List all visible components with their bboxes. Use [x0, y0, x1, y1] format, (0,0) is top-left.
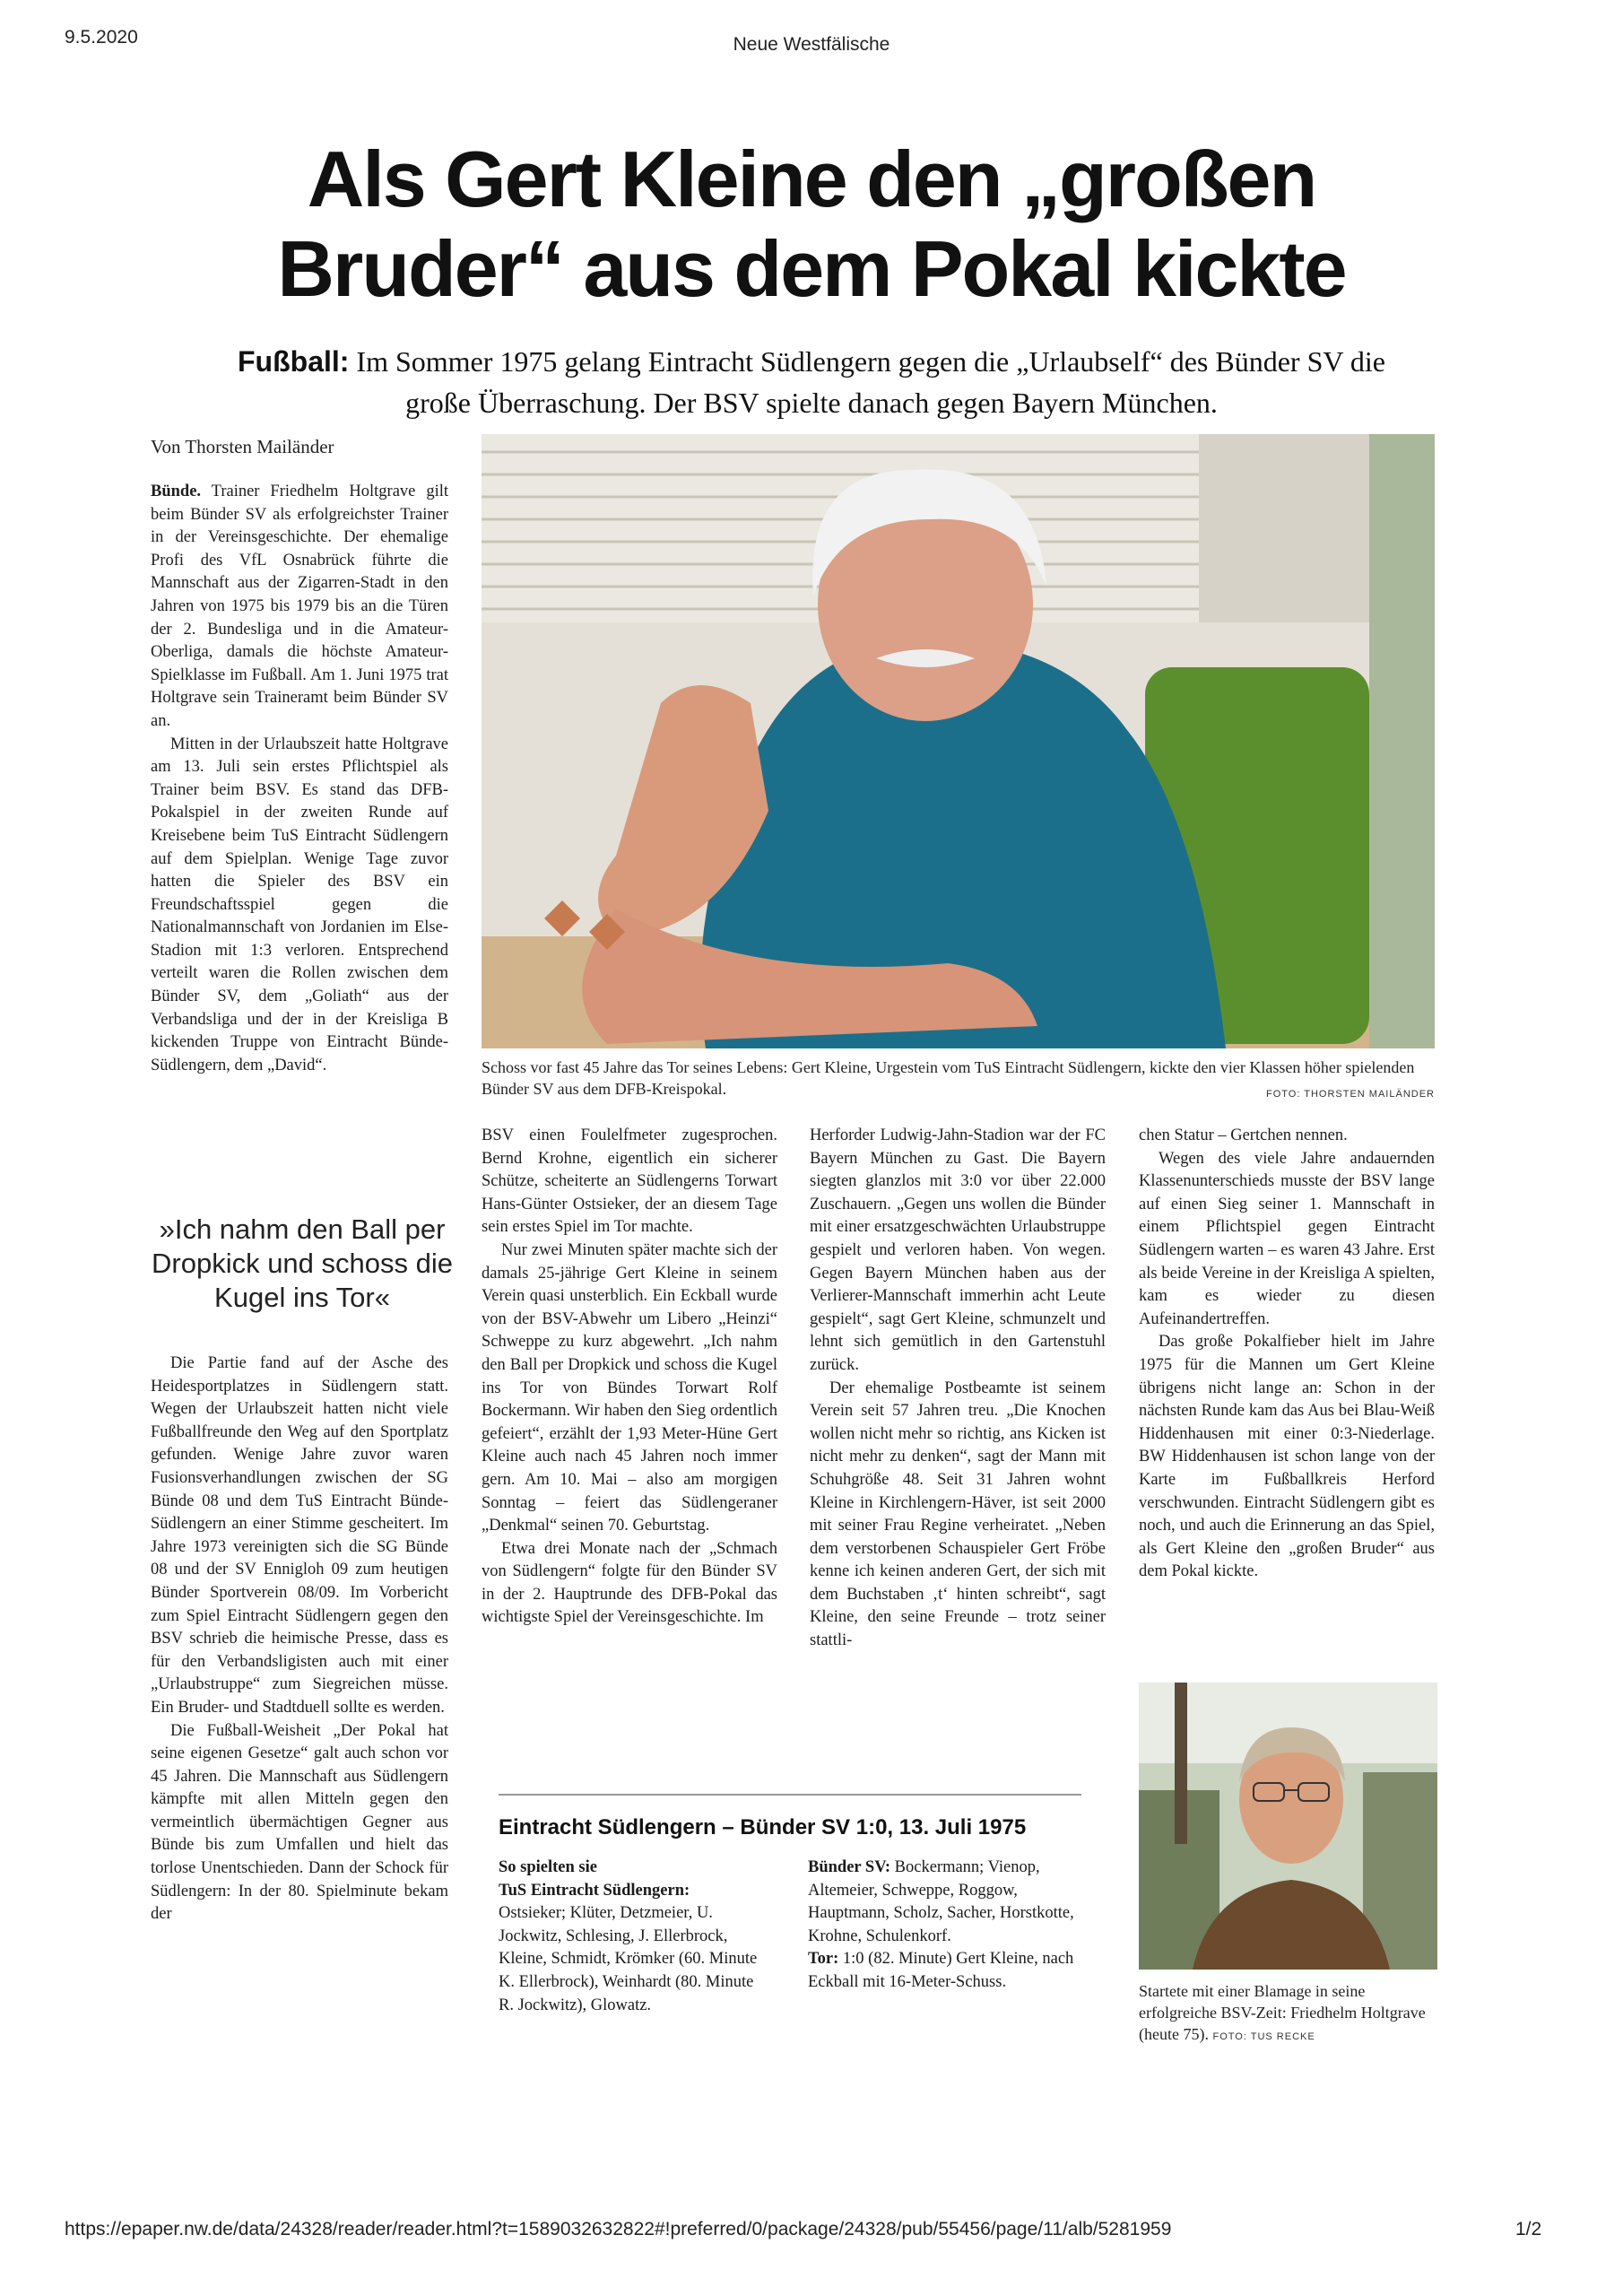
subhead-kicker: Fußball:	[238, 345, 350, 378]
team2-name: Bünder SV:	[808, 1858, 891, 1876]
pull-quote: »Ich nahm den Ball per Dropkick und schoss die Kugel ins Tor«	[152, 1213, 453, 1313]
subhead	[206, 341, 1417, 423]
subhead-text: Im Sommer 1975 gelang Eintracht Südlengern gegen die „Urlaubself“ des Bünder SV die große Überraschung. Der BSV spielte danach gegen Bayern München.	[356, 345, 1385, 419]
lineup-heading: So spielten sie	[499, 1858, 597, 1876]
article-paragraph: Die Fußball-Weisheit „Der Pokal hat seine eigenen Gesetze“ galt auch schon vor 45 Jahren. Die Mannschaft aus Südlengern kämpfte mit allen Mitteln gegen den vermeintlich übermächtigen Gegner aus Bünde bis zum Umfallen und hielt das torlose Unentschieden. Dann der Schock für Südlengern: In der 80. Spielminute bekam der	[151, 1721, 448, 1924]
headline	[233, 135, 1390, 314]
article-paragraph: BSV einen Foulelfmeter zugesprochen. Bernd Krohne, eigentlich ein sicherer Schütze, scheiterte an Südlengerns Torwart Hans-Günter Ostsieker, der an diesem Tage sein erstes Spiel im Tor machte.	[482, 1126, 777, 1237]
article-paragraph: Herforder Ludwig-Jahn-Stadion war der FC Bayern München zu Gast. Die Bayern siegten glanzlos mit 3:0 vor über 22.000 Zuschauern. „Gegen uns wollen die Bünder mit einer ersatzgeschwächten Urlaubstruppe gespielt und verloren haben. Von wegen. Gegen Bayern München haben aus der Verlierer-Mannschaft immerhin acht Leute gespielt“, sagt Gert Kleine, schmunzelt und lehnt sich gemütlich in den Gartenstuhl zurück.	[810, 1126, 1106, 1374]
main-photo-caption: Schoss vor fast 45 Jahre das Tor seines Lebens: Gert Kleine, Urgestein vom TuS Eintracht Südlengern, kickte den vier Klassen höher spielenden Bünder SV aus dem DFB-Kreispokal. FOTO: THORSTEN MAILÄNDER	[482, 1057, 1435, 1105]
article-paragraph: Nur zwei Minuten später machte sich der damals 25-jährige Gert Kleine in seinem Verein quasi unsterblich. Ein Eckball wurde von der BSV-Abwehr um Libero „Heinzi“ Schweppe zu kurz abgewehrt. „Ich nahm den Ball per Dropkick und schoss die Kugel ins Tor von Bündes Torwart Rolf Bockermann. Wir haben den Sieg ordentlich gefeiert“, erzählt der 1,93 Meter-Hüne Gert Kleine auch nach 45 Jahren noch immer gern. Am 10. Mai – also am morgigen Sonntag – feiert das Südlengeraner „Denkmal“ seinen 70. Geburtstag.	[482, 1240, 777, 1535]
holtgrave-photo-image	[1139, 1683, 1437, 1970]
goal-text: 1:0 (82. Minute) Gert Kleine, nach Eckball mit 16-Meter-Schuss.	[808, 1950, 1074, 1991]
holtgrave-photo-caption: Startete mit einer Blamage in seine erfolgreiche BSV-Zeit: Friedhelm Holtgrave (heute 75). FOTO: TUS RECKE	[1139, 1982, 1426, 2043]
article-column-1-continued	[151, 1352, 448, 1926]
article-column-2	[482, 1125, 777, 1630]
match-infobox	[499, 1794, 1081, 2017]
headline-line-1: Als Gert Kleine den „großen	[307, 135, 1316, 223]
dateline: Bünde.	[151, 483, 202, 500]
main-photo	[482, 434, 1435, 1048]
infobox-lineup-away	[808, 1857, 1081, 2017]
infobox-lineup-home	[499, 1857, 772, 2017]
byline: Von Thorsten Mailänder	[151, 436, 334, 457]
print-page-number: 1/2	[1515, 2219, 1542, 2239]
article-paragraph: Die Partie fand auf der Asche des Heidesportplatzes in Südlengern statt. Wegen der Urlaubszeit hatten nicht viele Fußballfreunde den Weg auf den Sportplatz gefunden. Wenige Jahre zuvor waren Fusionsverhandlungen zwischen der SG Bünde 08 und dem TuS Eintracht Bünde-Südlengern an einer Stimme gescheitert. Im Jahre 1973 vereinigten sich die SG Bünde 08 und der SV Ennigloh 09 zum heutigen Bünder Sportverein 08/09. Im Vorbericht zum Spiel Eintracht Südlengern gegen den BSV schrieb die heimische Presse, dass es für den Verbandsligisten auch mit einer „Urlaubstruppe“ zum Siegreichen müsse. Ein Bruder- und Stadtduell sollte es werden.	[151, 1354, 448, 1717]
main-photo-credit: FOTO: THORSTEN MAILÄNDER	[1265, 1089, 1435, 1100]
infobox-title: Eintracht Südlengern – Bünder SV 1:0, 13. Juli 1975	[499, 1815, 1027, 1839]
article-column-3	[810, 1125, 1106, 1653]
print-url: https://epaper.nw.de/data/24328/reader/reader.html?t=1589032632822#!preferred/0/package/24328/pub/55456/page/11/alb/5281959	[65, 2219, 1172, 2239]
print-date: 9.5.2020	[65, 27, 138, 48]
headline-line-2: Bruder“ aus dem Pokal kickte	[277, 224, 1346, 313]
infobox-divider	[499, 1794, 1081, 1796]
goal-label: Tor:	[808, 1950, 839, 1969]
holtgrave-photo	[1139, 1683, 1437, 1970]
team1-name: TuS Eintracht Südlengern:	[499, 1881, 690, 1900]
print-page-title: Neue Westfälische	[733, 34, 890, 55]
article-paragraph: Das große Pokalfieber hielt im Jahre 1975 für die Mannen um Gert Kleine übrigens nicht lange an: Schon in der nächsten Runde kam das Aus bei Blau-Weiß Hiddenhausen mit einer 0:3-Niederlage. BW Hiddenhausen ist schon lange von der Karte im Fußballkreis Herford verschwunden. Eintracht Südlengern gibt es noch, und auch die Erinnerung an das Spiel, als Gert Kleine den „großen Bruder“ aus dem Pokal kickte.	[1139, 1333, 1435, 1581]
team1-players: Ostsieker; Klüter, Detzmeier, U. Jockwitz, Schlesing, J. Ellerbrock, Kleine, Schmidt, Krömker (60. Minute K. Ellerbrock), Weinhardt (80. Minute R. Jockwitz), Glowatz.	[499, 1904, 758, 2014]
article-column-4	[1139, 1125, 1435, 1584]
article-paragraph: Etwa drei Monate nach der „Schmach von Südlengern“ folgte für den Bünder SV in der 2. Hauptrunde des DFB-Pokal das wichtigste Spiel der Vereinsgeschichte. Im	[482, 1539, 777, 1627]
article-paragraph: Bünde. Trainer Friedhelm Holtgrave gilt beim Bünder SV als erfolgreichster Trainer in der Vereinsgeschichte. Der ehemalige Profi des VfL Osnabrück führte die Mannschaft aus der Zigarren-Stadt in den Jahren von 1975 bis 1979 bis an die Türen der 2. Bundesliga und in die Amateur-Oberliga, damals die höchste Amateur-Spielklasse im Fußball. Am 1. Juni 1975 trat Holtgrave sein Traineramt beim Bünder SV an.	[151, 483, 448, 730]
holtgrave-photo-credit: FOTO: TUS RECKE	[1212, 2031, 1315, 2042]
article-paragraph: Mitten in der Urlaubszeit hatte Holtgrave am 13. Juli sein erstes Pflichtspiel als Trainer beim BSV. Es stand das DFB-Pokalspiel in der zweiten Runde auf Kreisebene beim TuS Eintracht Südlengern auf dem Spielplan. Wenige Tage zuvor hatten die Spieler des BSV ein Freundschaftsspiel gegen die Nationalmannschaft von Jordanien im Else-Stadion mit 1:3 verloren. Entsprechend verteilt waren die Rollen zwischen dem Bünder SV, dem „Goliath“ aus der Verbandsliga und der in der Kreisliga B kickenden Truppe von Eintracht Bünde-Südlengern, dem „David“.	[151, 735, 448, 1074]
article-paragraph: chen Statur – Gertchen nennen.	[1139, 1126, 1348, 1144]
team2-players: Bockermann; Vienop, Altemeier, Schweppe, Roggow, Hauptmann, Scholz, Sacher, Horstkotte, Krohne, Schulenkorf.	[808, 1858, 1074, 1945]
article-paragraph: Wegen des viele Jahre andauernden Klassenunterschieds musste der BSV lange auf einen Sieg seiner 1. Mannschaft in einem Pflichtspiel gegen Eintracht Südlengern warten – es waren 43 Jahre. Erst als beide Vereine in der Kreisliga A spielten, kam es wieder zu diesen Aufeinandertreffen.	[1139, 1149, 1435, 1328]
main-photo-image	[482, 434, 1435, 1048]
article-column-1	[151, 481, 448, 1077]
article-paragraph: Der ehemalige Postbeamte ist seinem Verein seit 57 Jahren treu. „Die Knochen wollen nicht mehr so richtig, ans Kicken ist nicht mehr zu denken“, sagt der Mann mit Schuhgröße 48. Seit 31 Jahren wohnt Kleine in Kirchlengern-Häver, ist seit 2000 mit seiner Frau Regine verheiratet. „Neben dem verstorbenen Schauspieler Gert Fröbe kenne ich keinen anderen Gert, der sich mit dem Buchstaben ‚t‘ hinten schreibt“, sagt Kleine, den seine Freunde – trotz seiner stattli-	[810, 1378, 1106, 1650]
